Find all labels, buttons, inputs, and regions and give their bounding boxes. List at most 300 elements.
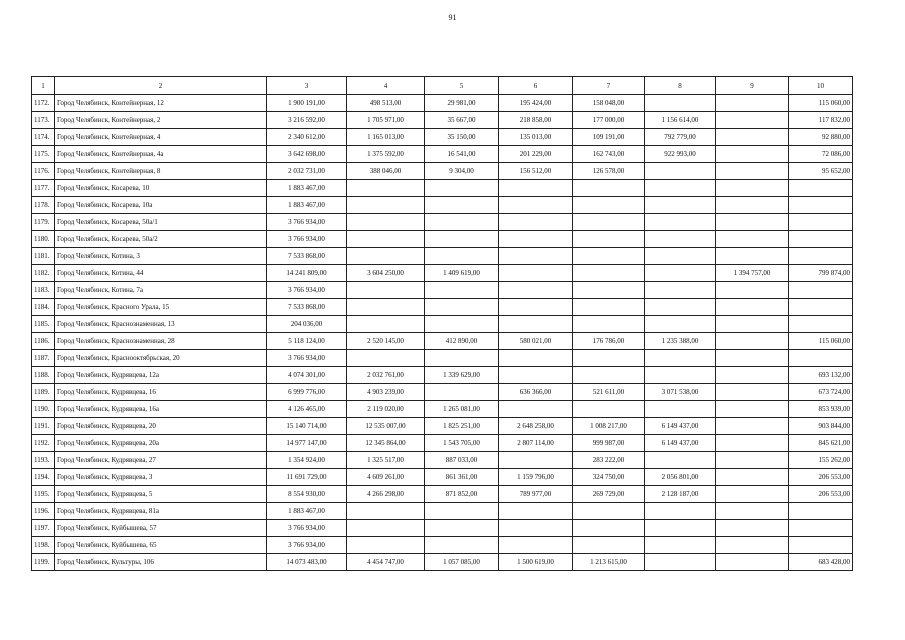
- address-cell: Город Челябинск, Контейнерная, 12: [55, 95, 267, 112]
- address-cell: Город Челябинск, Косарева, 50а/1: [55, 214, 267, 231]
- value-cell: 6 149 437,00: [645, 435, 716, 452]
- value-cell: [716, 248, 789, 265]
- value-cell: 283 222,00: [573, 452, 645, 469]
- value-cell: 14 977 147,00: [267, 435, 347, 452]
- value-cell: [425, 214, 499, 231]
- value-cell: 177 000,00: [573, 112, 645, 129]
- address-cell: Город Челябинск, Кудрявцева, 5: [55, 486, 267, 503]
- value-cell: 92 880,00: [789, 129, 853, 146]
- value-cell: [425, 282, 499, 299]
- value-cell: 799 874,00: [789, 265, 853, 282]
- address-cell: Город Челябинск, Кудрявцева, 12а: [55, 367, 267, 384]
- column-header: 7: [573, 77, 645, 95]
- value-cell: [499, 214, 573, 231]
- column-header: 9: [716, 77, 789, 95]
- value-cell: 324 750,00: [573, 469, 645, 486]
- address-cell: Город Челябинск, Контейнерная, 8: [55, 163, 267, 180]
- value-cell: [789, 537, 853, 554]
- value-cell: 3 766 934,00: [267, 537, 347, 554]
- value-cell: [573, 537, 645, 554]
- value-cell: [499, 503, 573, 520]
- value-cell: 9 304,00: [425, 163, 499, 180]
- value-cell: [347, 231, 425, 248]
- value-cell: [347, 248, 425, 265]
- row-number: 1186.: [32, 333, 55, 350]
- value-cell: [499, 231, 573, 248]
- value-cell: 2 520 145,00: [347, 333, 425, 350]
- value-cell: [347, 537, 425, 554]
- value-cell: 3 604 250,00: [347, 265, 425, 282]
- value-cell: 1 235 388,00: [645, 333, 716, 350]
- value-cell: 853 939,00: [789, 401, 853, 418]
- value-cell: 95 652,00: [789, 163, 853, 180]
- table-row: [32, 503, 853, 520]
- value-cell: [789, 520, 853, 537]
- value-cell: [645, 367, 716, 384]
- value-cell: 3 642 698,00: [267, 146, 347, 163]
- value-cell: [347, 197, 425, 214]
- value-cell: [716, 435, 789, 452]
- value-cell: 1 339 629,00: [425, 367, 499, 384]
- table-row: [32, 486, 853, 503]
- table-row: [32, 248, 853, 265]
- row-number: 1180.: [32, 231, 55, 248]
- column-header: 2: [55, 77, 267, 95]
- value-cell: [425, 231, 499, 248]
- column-header: 3: [267, 77, 347, 95]
- page-number: 91: [448, 13, 457, 22]
- value-cell: [716, 95, 789, 112]
- row-number: 1196.: [32, 503, 55, 520]
- value-cell: 1 409 619,00: [425, 265, 499, 282]
- value-cell: 109 191,00: [573, 129, 645, 146]
- value-cell: [716, 231, 789, 248]
- value-cell: [645, 520, 716, 537]
- value-cell: [645, 299, 716, 316]
- value-cell: [499, 401, 573, 418]
- value-cell: 3 766 934,00: [267, 520, 347, 537]
- row-number: 1179.: [32, 214, 55, 231]
- column-header: 8: [645, 77, 716, 95]
- row-number: 1176.: [32, 163, 55, 180]
- value-cell: [789, 214, 853, 231]
- value-cell: [499, 248, 573, 265]
- address-cell: Город Челябинск, Косарева, 10: [55, 180, 267, 197]
- value-cell: 135 013,00: [499, 129, 573, 146]
- table-row: [32, 469, 853, 486]
- row-number: 1198.: [32, 537, 55, 554]
- value-cell: 12 345 864,00: [347, 435, 425, 452]
- value-cell: 1 057 085,00: [425, 554, 499, 571]
- address-cell: Город Челябинск, Косарева, 50а/2: [55, 231, 267, 248]
- value-cell: 1 165 013,00: [347, 129, 425, 146]
- value-cell: 580 021,00: [499, 333, 573, 350]
- value-cell: [347, 299, 425, 316]
- value-cell: 636 366,00: [499, 384, 573, 401]
- row-number: 1189.: [32, 384, 55, 401]
- value-cell: [425, 197, 499, 214]
- value-cell: 792 779,00: [645, 129, 716, 146]
- value-cell: [425, 503, 499, 520]
- value-cell: [573, 316, 645, 333]
- row-number: 1178.: [32, 197, 55, 214]
- address-cell: Город Челябинск, Кудрявцева, 3: [55, 469, 267, 486]
- table-row: [32, 265, 853, 282]
- value-cell: 4 126 465,00: [267, 401, 347, 418]
- value-cell: 861 361,00: [425, 469, 499, 486]
- value-cell: 5 118 124,00: [267, 333, 347, 350]
- address-cell: Город Челябинск, Кудрявцева, 27: [55, 452, 267, 469]
- value-cell: [573, 367, 645, 384]
- value-cell: [716, 401, 789, 418]
- table-row: [32, 384, 853, 401]
- value-cell: [645, 401, 716, 418]
- row-number: 1173.: [32, 112, 55, 129]
- value-cell: 269 729,00: [573, 486, 645, 503]
- value-cell: 3 766 934,00: [267, 231, 347, 248]
- value-cell: [716, 503, 789, 520]
- table-row: [32, 129, 853, 146]
- column-header: 6: [499, 77, 573, 95]
- value-cell: [716, 282, 789, 299]
- value-cell: [716, 537, 789, 554]
- value-cell: [573, 520, 645, 537]
- table-row: [32, 282, 853, 299]
- value-cell: [716, 316, 789, 333]
- table-row: [32, 214, 853, 231]
- value-cell: 162 743,00: [573, 146, 645, 163]
- value-cell: 1 705 971,00: [347, 112, 425, 129]
- value-cell: 3 766 934,00: [267, 214, 347, 231]
- address-cell: Город Челябинск, Красного Урала, 15: [55, 299, 267, 316]
- value-cell: [425, 384, 499, 401]
- value-cell: [645, 452, 716, 469]
- value-cell: 176 786,00: [573, 333, 645, 350]
- value-cell: [499, 537, 573, 554]
- value-cell: [789, 282, 853, 299]
- row-number: 1185.: [32, 316, 55, 333]
- row-number: 1193.: [32, 452, 55, 469]
- value-cell: [789, 231, 853, 248]
- column-header: 1: [32, 77, 55, 95]
- value-cell: 1 900 191,00: [267, 95, 347, 112]
- value-cell: 8 554 930,00: [267, 486, 347, 503]
- value-cell: 3 766 934,00: [267, 282, 347, 299]
- value-cell: 412 890,00: [425, 333, 499, 350]
- value-cell: [573, 180, 645, 197]
- value-cell: 1 394 757,00: [716, 265, 789, 282]
- value-cell: 15 140 714,00: [267, 418, 347, 435]
- table-row: [32, 146, 853, 163]
- value-cell: 2 119 020,00: [347, 401, 425, 418]
- table-row: [32, 520, 853, 537]
- value-cell: [716, 299, 789, 316]
- value-cell: [347, 316, 425, 333]
- value-cell: [499, 520, 573, 537]
- value-cell: 673 724,00: [789, 384, 853, 401]
- value-cell: 115 060,00: [789, 333, 853, 350]
- value-cell: 922 993,00: [645, 146, 716, 163]
- row-number: 1188.: [32, 367, 55, 384]
- value-cell: 12 535 007,00: [347, 418, 425, 435]
- row-number: 1192.: [32, 435, 55, 452]
- value-cell: [499, 299, 573, 316]
- value-cell: [789, 503, 853, 520]
- value-cell: 29 981,00: [425, 95, 499, 112]
- value-cell: [716, 384, 789, 401]
- value-cell: [645, 503, 716, 520]
- table-row: [32, 112, 853, 129]
- value-cell: 14 241 809,00: [267, 265, 347, 282]
- value-cell: [573, 231, 645, 248]
- address-cell: Город Челябинск, Косарева, 10а: [55, 197, 267, 214]
- value-cell: 2 032 731,00: [267, 163, 347, 180]
- value-cell: 115 060,00: [789, 95, 853, 112]
- value-cell: 117 832,00: [789, 112, 853, 129]
- data-table: [31, 76, 853, 571]
- value-cell: 4 903 239,00: [347, 384, 425, 401]
- address-cell: Город Челябинск, Кудрявцева, 16: [55, 384, 267, 401]
- value-cell: 158 048,00: [573, 95, 645, 112]
- value-cell: 72 086,00: [789, 146, 853, 163]
- value-cell: [789, 197, 853, 214]
- value-cell: 1 883 467,00: [267, 503, 347, 520]
- address-cell: Город Челябинск, Контейнерная, 4: [55, 129, 267, 146]
- value-cell: 195 424,00: [499, 95, 573, 112]
- value-cell: [347, 282, 425, 299]
- value-cell: [425, 520, 499, 537]
- value-cell: 4 074 301,00: [267, 367, 347, 384]
- column-header: 4: [347, 77, 425, 95]
- value-cell: [573, 197, 645, 214]
- value-cell: 206 553,00: [789, 486, 853, 503]
- value-cell: 2 648 258,00: [499, 418, 573, 435]
- row-number: 1172.: [32, 95, 55, 112]
- value-cell: 1 825 251,00: [425, 418, 499, 435]
- value-cell: 1 883 467,00: [267, 197, 347, 214]
- value-cell: 155 262,00: [789, 452, 853, 469]
- value-cell: 1 883 467,00: [267, 180, 347, 197]
- value-cell: [347, 214, 425, 231]
- value-cell: 1 159 796,00: [499, 469, 573, 486]
- value-cell: 2 056 801,00: [645, 469, 716, 486]
- value-cell: 35 667,00: [425, 112, 499, 129]
- value-cell: 1 265 081,00: [425, 401, 499, 418]
- table-row: [32, 418, 853, 435]
- address-cell: Город Челябинск, Котина, 44: [55, 265, 267, 282]
- value-cell: [347, 503, 425, 520]
- value-cell: [425, 537, 499, 554]
- address-cell: Город Челябинск, Краснознаменная, 28: [55, 333, 267, 350]
- value-cell: [716, 197, 789, 214]
- value-cell: [425, 180, 499, 197]
- value-cell: 887 033,00: [425, 452, 499, 469]
- value-cell: 521 611,00: [573, 384, 645, 401]
- value-cell: [573, 299, 645, 316]
- value-cell: 1 354 924,00: [267, 452, 347, 469]
- value-cell: 845 621,00: [789, 435, 853, 452]
- table-row: [32, 333, 853, 350]
- value-cell: [716, 367, 789, 384]
- row-number: 1184.: [32, 299, 55, 316]
- value-cell: 2 128 187,00: [645, 486, 716, 503]
- value-cell: 126 578,00: [573, 163, 645, 180]
- address-cell: Город Челябинск, Котина, 7а: [55, 282, 267, 299]
- value-cell: [645, 231, 716, 248]
- table-row: [32, 180, 853, 197]
- value-cell: [716, 333, 789, 350]
- value-cell: [716, 163, 789, 180]
- table-row: [32, 299, 853, 316]
- value-cell: 871 852,00: [425, 486, 499, 503]
- value-cell: [716, 350, 789, 367]
- value-cell: 4 266 298,00: [347, 486, 425, 503]
- value-cell: [645, 537, 716, 554]
- row-number: 1197.: [32, 520, 55, 537]
- value-cell: 2 032 761,00: [347, 367, 425, 384]
- value-cell: [499, 282, 573, 299]
- value-cell: 2 807 114,00: [499, 435, 573, 452]
- value-cell: [499, 316, 573, 333]
- table-row: [32, 163, 853, 180]
- value-cell: 218 858,00: [499, 112, 573, 129]
- row-number: 1183.: [32, 282, 55, 299]
- table-row: [32, 554, 853, 571]
- value-cell: 693 132,00: [789, 367, 853, 384]
- value-cell: [716, 214, 789, 231]
- value-cell: 1 500 619,00: [499, 554, 573, 571]
- table-row: [32, 367, 853, 384]
- value-cell: [573, 214, 645, 231]
- value-cell: [573, 248, 645, 265]
- column-header: 10: [789, 77, 853, 95]
- row-number: 1182.: [32, 265, 55, 282]
- value-cell: 4 454 747,00: [347, 554, 425, 571]
- address-cell: Город Челябинск, Кудрявцева, 20а: [55, 435, 267, 452]
- value-cell: 903 844,00: [789, 418, 853, 435]
- value-cell: [716, 418, 789, 435]
- address-cell: Город Челябинск, Кудрявцева, 20: [55, 418, 267, 435]
- value-cell: 3 216 592,00: [267, 112, 347, 129]
- value-cell: [645, 554, 716, 571]
- value-cell: [716, 112, 789, 129]
- value-cell: [789, 180, 853, 197]
- value-cell: [499, 350, 573, 367]
- address-cell: Город Челябинск, Культуры, 106: [55, 554, 267, 571]
- value-cell: 683 428,00: [789, 554, 853, 571]
- row-number: 1191.: [32, 418, 55, 435]
- value-cell: [573, 282, 645, 299]
- value-cell: [789, 248, 853, 265]
- table-row: [32, 401, 853, 418]
- value-cell: [645, 316, 716, 333]
- value-cell: 1 008 217,00: [573, 418, 645, 435]
- table-row: [32, 197, 853, 214]
- table-row: [32, 350, 853, 367]
- value-cell: [716, 146, 789, 163]
- value-cell: 206 553,00: [789, 469, 853, 486]
- value-cell: [425, 316, 499, 333]
- row-number: 1174.: [32, 129, 55, 146]
- value-cell: [645, 163, 716, 180]
- address-cell: Город Челябинск, Краснознаменная, 13: [55, 316, 267, 333]
- header-row: [32, 77, 853, 95]
- value-cell: [499, 197, 573, 214]
- value-cell: 1 325 517,00: [347, 452, 425, 469]
- value-cell: [789, 350, 853, 367]
- table-row: [32, 452, 853, 469]
- value-cell: [347, 520, 425, 537]
- value-cell: [716, 486, 789, 503]
- row-number: 1181.: [32, 248, 55, 265]
- value-cell: [645, 265, 716, 282]
- value-cell: [573, 503, 645, 520]
- value-cell: [425, 350, 499, 367]
- value-cell: 156 512,00: [499, 163, 573, 180]
- address-cell: Город Челябинск, Контейнерная, 2: [55, 112, 267, 129]
- value-cell: 16 541,00: [425, 146, 499, 163]
- value-cell: [573, 350, 645, 367]
- value-cell: [645, 214, 716, 231]
- value-cell: 1 213 615,00: [573, 554, 645, 571]
- value-cell: [645, 180, 716, 197]
- value-cell: [716, 520, 789, 537]
- value-cell: [789, 316, 853, 333]
- value-cell: [645, 197, 716, 214]
- value-cell: [425, 299, 499, 316]
- value-cell: 789 977,00: [499, 486, 573, 503]
- value-cell: 201 229,00: [499, 146, 573, 163]
- value-cell: 388 046,00: [347, 163, 425, 180]
- value-cell: [573, 401, 645, 418]
- value-cell: [499, 265, 573, 282]
- row-number: 1187.: [32, 350, 55, 367]
- table-row: [32, 537, 853, 554]
- value-cell: [499, 367, 573, 384]
- value-cell: 204 036,00: [267, 316, 347, 333]
- value-cell: 6 999 776,00: [267, 384, 347, 401]
- value-cell: 3 766 934,00: [267, 350, 347, 367]
- value-cell: 11 691 729,00: [267, 469, 347, 486]
- value-cell: 7 533 868,00: [267, 248, 347, 265]
- row-number: 1175.: [32, 146, 55, 163]
- value-cell: [645, 95, 716, 112]
- address-cell: Город Челябинск, Куйбышева, 65: [55, 537, 267, 554]
- value-cell: [645, 350, 716, 367]
- row-number: 1177.: [32, 180, 55, 197]
- value-cell: 1 543 705,00: [425, 435, 499, 452]
- address-cell: Город Челябинск, Кудрявцева, 81а: [55, 503, 267, 520]
- address-cell: Город Челябинск, Котина, 3: [55, 248, 267, 265]
- address-cell: Город Челябинск, Контейнерная, 4а: [55, 146, 267, 163]
- value-cell: [716, 469, 789, 486]
- row-number: 1195.: [32, 486, 55, 503]
- value-cell: 1 375 592,00: [347, 146, 425, 163]
- value-cell: [789, 299, 853, 316]
- value-cell: 35 150,00: [425, 129, 499, 146]
- column-header: 5: [425, 77, 499, 95]
- value-cell: [499, 180, 573, 197]
- address-cell: Город Челябинск, Куйбышева, 57: [55, 520, 267, 537]
- table-row: [32, 316, 853, 333]
- table-row: [32, 435, 853, 452]
- value-cell: 7 533 868,00: [267, 299, 347, 316]
- value-cell: 999 987,00: [573, 435, 645, 452]
- value-cell: [716, 554, 789, 571]
- value-cell: 14 073 483,00: [267, 554, 347, 571]
- value-cell: [645, 282, 716, 299]
- value-cell: 6 149 437,00: [645, 418, 716, 435]
